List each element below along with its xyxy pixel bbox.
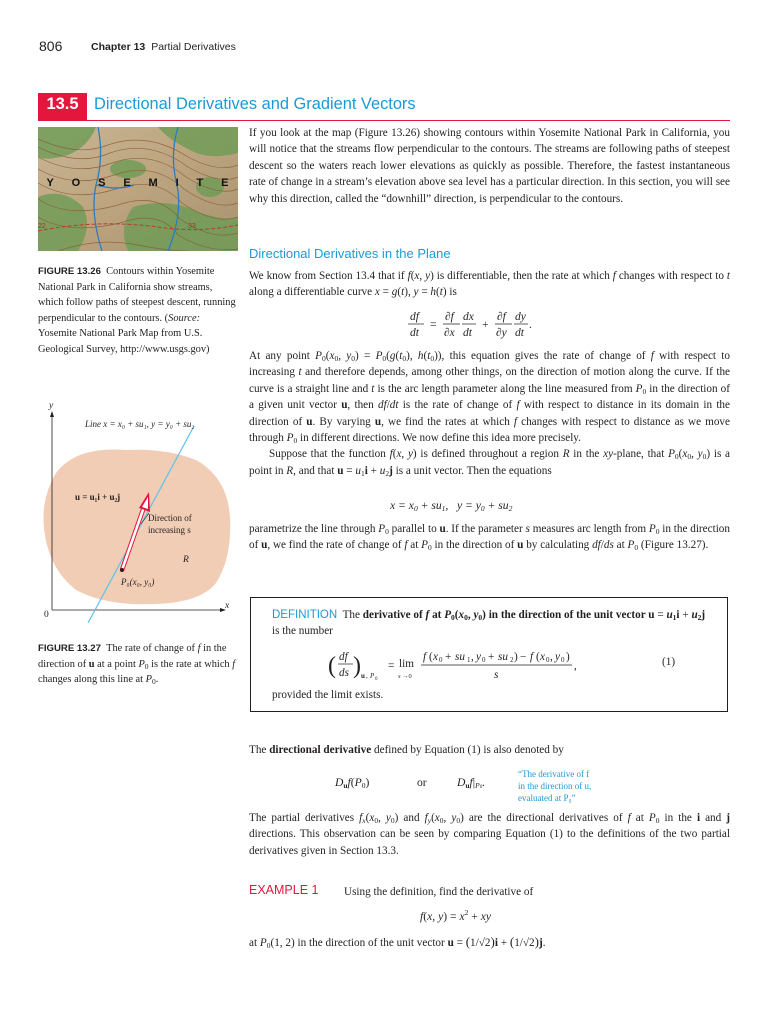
svg-text:df: df (410, 311, 419, 323)
u-vector-label: u = u₁i + u₂j (75, 492, 121, 502)
example-text: Using the definition, find the derivative of (344, 886, 534, 898)
svg-text:(: ( (328, 653, 336, 679)
svg-text:dt: dt (410, 327, 419, 339)
svg-text:(: ( (429, 651, 433, 663)
yosemite-map-image (38, 127, 238, 251)
svg-text:dt: dt (515, 327, 524, 339)
body-part-3: parametrize the line through $P_0$ parallel to u. If the parameter s measures arc length from $P_0$ in the direction of u, we find the rate of change of f at $P_0$ in the direction of u by calculating df/ds at $P_0$ (Figure 13.27). (249, 523, 730, 553)
caption-source-label: Source: (168, 312, 201, 324)
caption-text: The rate of change of (106, 643, 198, 654)
x-axis-label: x (225, 601, 230, 611)
svg-text:,: , (366, 672, 368, 680)
caption-text: at a point (94, 658, 139, 670)
figure-13-27-caption: FIGURE 13.27 The rate of change of f in the direction of u at a point $P_0$ is the rate at which f changes along this line at $P_0$. (38, 643, 236, 687)
svg-text:0: 0 (439, 656, 443, 664)
map-letter: Y (46, 177, 55, 189)
definition-label: DEFINITION (272, 609, 338, 621)
svg-text:x: x (540, 651, 545, 663)
body-part-1: We know from Section 13.4 that if f(x, y) is differentiable, then the rate at which f changes with respect to t along a differentiable curve x = g(t), y = h(t) is (249, 270, 731, 299)
line-equations: $x = x_0 + su_1$, $y = y_0 + su_2$ (390, 499, 513, 513)
figure-13-27-diagram (36, 398, 241, 623)
svg-text:y: y (555, 651, 560, 663)
map-number-22: 22 (38, 223, 46, 230)
svg-text:su: su (455, 651, 465, 663)
direction-label-1: Direction of (148, 513, 192, 523)
figure-label: FIGURE 13.26 (38, 266, 101, 277)
svg-text:∂f: ∂f (445, 311, 454, 323)
body-part-5: The partial derivatives $f_x(x_0$, $y_0$) and $f_y(x_0$, $y_0$) are the directional derivatives of f at $P_0$ in the i and j directions. This observation can be seen by comparing Equation (1) to the definitions of the two partial derivatives given in Section 13.3. (249, 812, 731, 857)
svg-text:dx: dx (463, 311, 474, 323)
figure-13-26-caption (38, 264, 238, 358)
svg-text:f: f (530, 651, 534, 663)
svg-text:.: . (529, 319, 532, 331)
line-label: Line x = x₀ + su₁, y = y₀ + su₂ (85, 419, 195, 429)
subsection-heading: Directional Derivatives in the Plane (249, 246, 451, 261)
equation-number: (1) (662, 656, 676, 668)
page-number: 806 (39, 38, 63, 54)
svg-text:s: s (398, 673, 401, 680)
svg-text:,: , (471, 651, 474, 663)
svg-text:y: y (476, 651, 481, 663)
map-letter: M (148, 177, 159, 189)
svg-text:): ) (353, 653, 361, 679)
svg-text:=: = (388, 660, 395, 672)
or-word: or (417, 776, 427, 789)
svg-text:): ) (566, 651, 570, 663)
figure-label: FIGURE 13.27 (38, 643, 101, 654)
svg-text:−: − (520, 651, 527, 663)
svg-text:s: s (494, 669, 499, 681)
svg-text:,: , (550, 651, 553, 663)
example-point: at $P_0(1$, 2) in the direction of the unit vector u = (1/√2)i + (1/√2)j. (249, 934, 546, 950)
svg-text:df: df (339, 651, 348, 663)
svg-text:∂y: ∂y (496, 327, 507, 339)
map-letter: I (175, 177, 180, 189)
definition-provided: provided the limit exists. (272, 689, 384, 701)
running-header (91, 41, 236, 53)
caption-text: Contours within Yosemite National Park in California show streams, which follow paths of steepest descent, running perpendicular to the contours. ( (38, 266, 236, 324)
svg-text:∂f: ∂f (497, 311, 506, 323)
chapter-label: Chapter 13 (91, 41, 146, 53)
dd-margin-note (518, 768, 628, 804)
region-label: R (183, 555, 189, 565)
svg-text:dt: dt (463, 327, 472, 339)
definition-equation (328, 646, 688, 686)
chain-rule-equation (400, 307, 660, 341)
svg-text:→0: →0 (402, 673, 412, 680)
svg-text:0: 0 (561, 656, 565, 664)
svg-text:dy: dy (515, 311, 526, 323)
svg-text:1: 1 (467, 656, 471, 664)
section-number: 13.5 (46, 95, 79, 113)
map-letter: T (196, 177, 205, 189)
map-letter: E (123, 177, 132, 189)
svg-text:0: 0 (482, 656, 486, 664)
svg-text:=: = (430, 319, 437, 331)
direction-label-2: increasing s (148, 525, 191, 535)
map-number-33: 33 (188, 223, 196, 230)
note-line: “The derivative of f (518, 769, 590, 779)
map-letter: S (98, 177, 107, 189)
caption-text: is the rate at which (148, 658, 233, 670)
note-line: evaluated at P₀” (518, 793, 576, 803)
body-part-2: At any point $P_0(x_0$, $y_0) = P_0(g(t_0)$, $h(t_0)$), this equation gives the rate of change of f with respect to increasing t and therefore depends, among other things, on the direction of motion along the curve. If the curve is a straight line and t is the arc length parameter along the line measured from $P_0$ in the direction of a given unit vector u, then df/dt is the rate of change of f with respect to distance in its domain in the direction of u. By varying u, we find the rates at which f changes with respect to distance as we move through $P_0$ in different directions. We now define this idea more precisely. Suppose that the function f(x, y) is defined throughout a region R in the xy-plane, that $P_0(x_0$, $y_0$) is a point in R, and that $u = u_1i + u_2j$ is a unit vector. Then the equations (249, 350, 731, 478)
definition-text: DEFINITION The derivative of f at $P_0(x_0$, $y_0$) in the direction of the unit vector $u = u_1i + u_2j$ is the number (272, 609, 706, 638)
caption-text: in the direction of (38, 643, 227, 670)
svg-text:): ) (514, 651, 518, 663)
chapter-title: Partial Derivatives (151, 41, 236, 53)
svg-text:0: 0 (375, 677, 378, 682)
svg-text:x: x (433, 651, 438, 663)
svg-text:su: su (498, 651, 508, 663)
example-function: f(x, $y) = x^2$ + xy (420, 908, 492, 923)
caption-text: changes along this line at (38, 674, 146, 686)
intro-paragraph: If you look at the map (Figure 13.26) showing contours within Yosemite National Park in California, you will notice that the streams flow perpendicular to the contours. The streams are following paths of steepest descent so the waters reach lower elevations as quickly as possible. Therefore, the fastest instantaneous rate of change in a stream’s elevation above sea level has a particular direction. In this section, you will see why this direction, called the “downhill” direction, is perpendicular to the contours. (249, 127, 730, 205)
svg-text:+: + (482, 319, 489, 331)
map-letter: O (71, 177, 82, 189)
note-line: in the direction of u, (518, 781, 592, 791)
body-part-4: The directional derivative defined by Equation (1) is also denoted by (249, 744, 564, 756)
caption-source: Yosemite National Park Map from U.S. Geological Survey, http://www.usgs.gov) (38, 328, 210, 355)
dd-notation: $D_uf(P_0)$ or $D_uf|_{P0}$. (335, 776, 486, 790)
svg-text:P: P (370, 672, 375, 680)
svg-text:,: , (574, 660, 577, 672)
svg-text:0: 0 (546, 656, 550, 664)
svg-text:f: f (423, 651, 427, 663)
origin-label: 0 (44, 610, 49, 620)
svg-text:+: + (488, 651, 495, 663)
svg-text:lim: lim (399, 658, 414, 670)
map-letter: E (221, 177, 230, 189)
point-label: P₀(x₀, y₀) (121, 577, 155, 587)
map-letters (38, 177, 238, 189)
svg-text:u: u (361, 672, 365, 680)
section-rule (38, 120, 730, 121)
y-axis-label: y (49, 401, 54, 411)
svg-text:+: + (445, 651, 452, 663)
section-title: Directional Derivatives and Gradient Vectors (94, 95, 416, 113)
svg-text:ds: ds (339, 667, 349, 679)
example-label: EXAMPLE 1 (249, 883, 319, 897)
svg-text:(: ( (536, 651, 540, 663)
svg-text:∂x: ∂x (444, 327, 455, 339)
svg-text:2: 2 (510, 656, 514, 664)
